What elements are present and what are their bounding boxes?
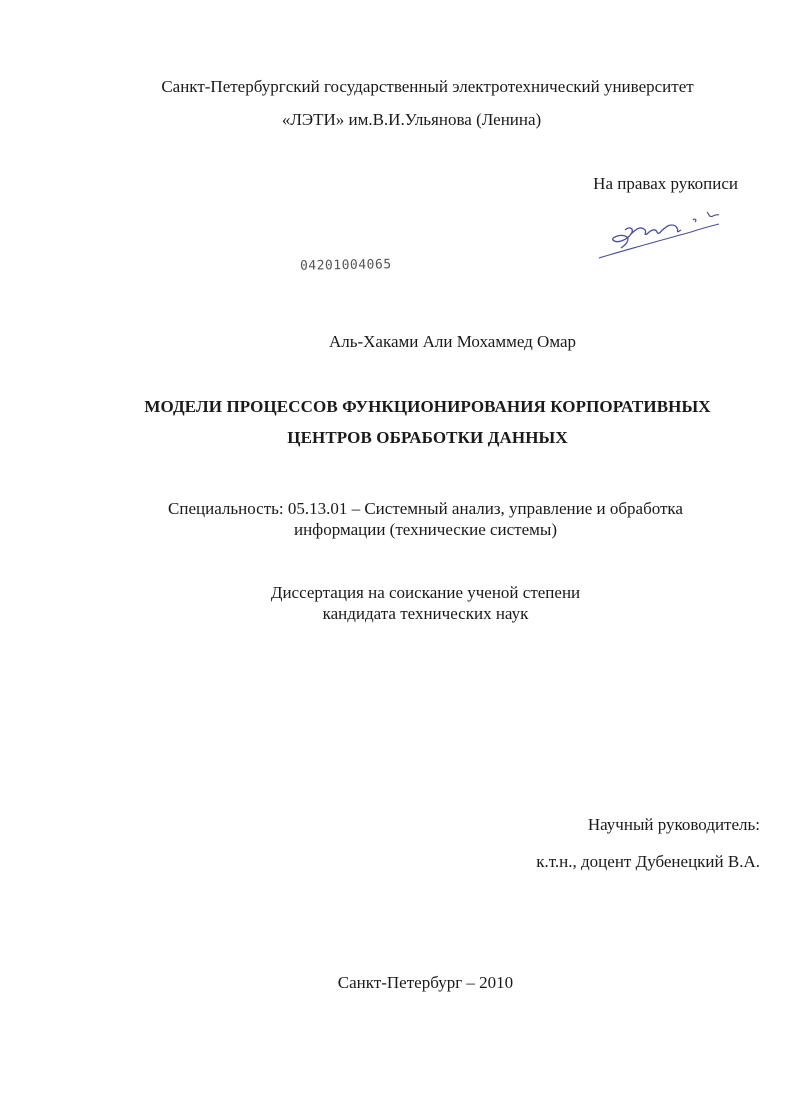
- supervisor-label: Научный руководитель:: [587, 815, 760, 834]
- supervisor-name: к.т.н., доцент Дубенецкий В.А.: [536, 852, 760, 871]
- registration-stamp-number: 04201004065: [299, 257, 392, 274]
- author-name: Аль-Хаками Али Мохаммед Омар: [328, 332, 577, 351]
- university-name-line2: «ЛЭТИ» им.В.И.Ульянова (Ленина): [281, 110, 542, 129]
- handwritten-signature: [595, 208, 725, 263]
- university-name-line1: Санкт-Петербургский государственный электротехнический университет: [161, 77, 694, 96]
- specialty-line2: информации (технические системы): [293, 520, 557, 539]
- manuscript-note: На правах рукописи: [593, 174, 738, 193]
- degree-line1: Диссертация на соискание ученой степени: [270, 583, 581, 602]
- specialty-line1: Специальность: 05.13.01 – Системный анализ, управление и обработка: [168, 499, 683, 518]
- degree-line2: кандидата технических наук: [322, 604, 529, 623]
- city-year: Санкт-Петербург – 2010: [337, 973, 514, 992]
- dissertation-title-line1: МОДЕЛИ ПРОЦЕССОВ ФУНКЦИОНИРОВАНИЯ КОРПОРАТИВНЫХ: [144, 397, 711, 416]
- dissertation-title-line2: ЦЕНТРОВ ОБРАБОТКИ ДАННЫХ: [287, 428, 568, 447]
